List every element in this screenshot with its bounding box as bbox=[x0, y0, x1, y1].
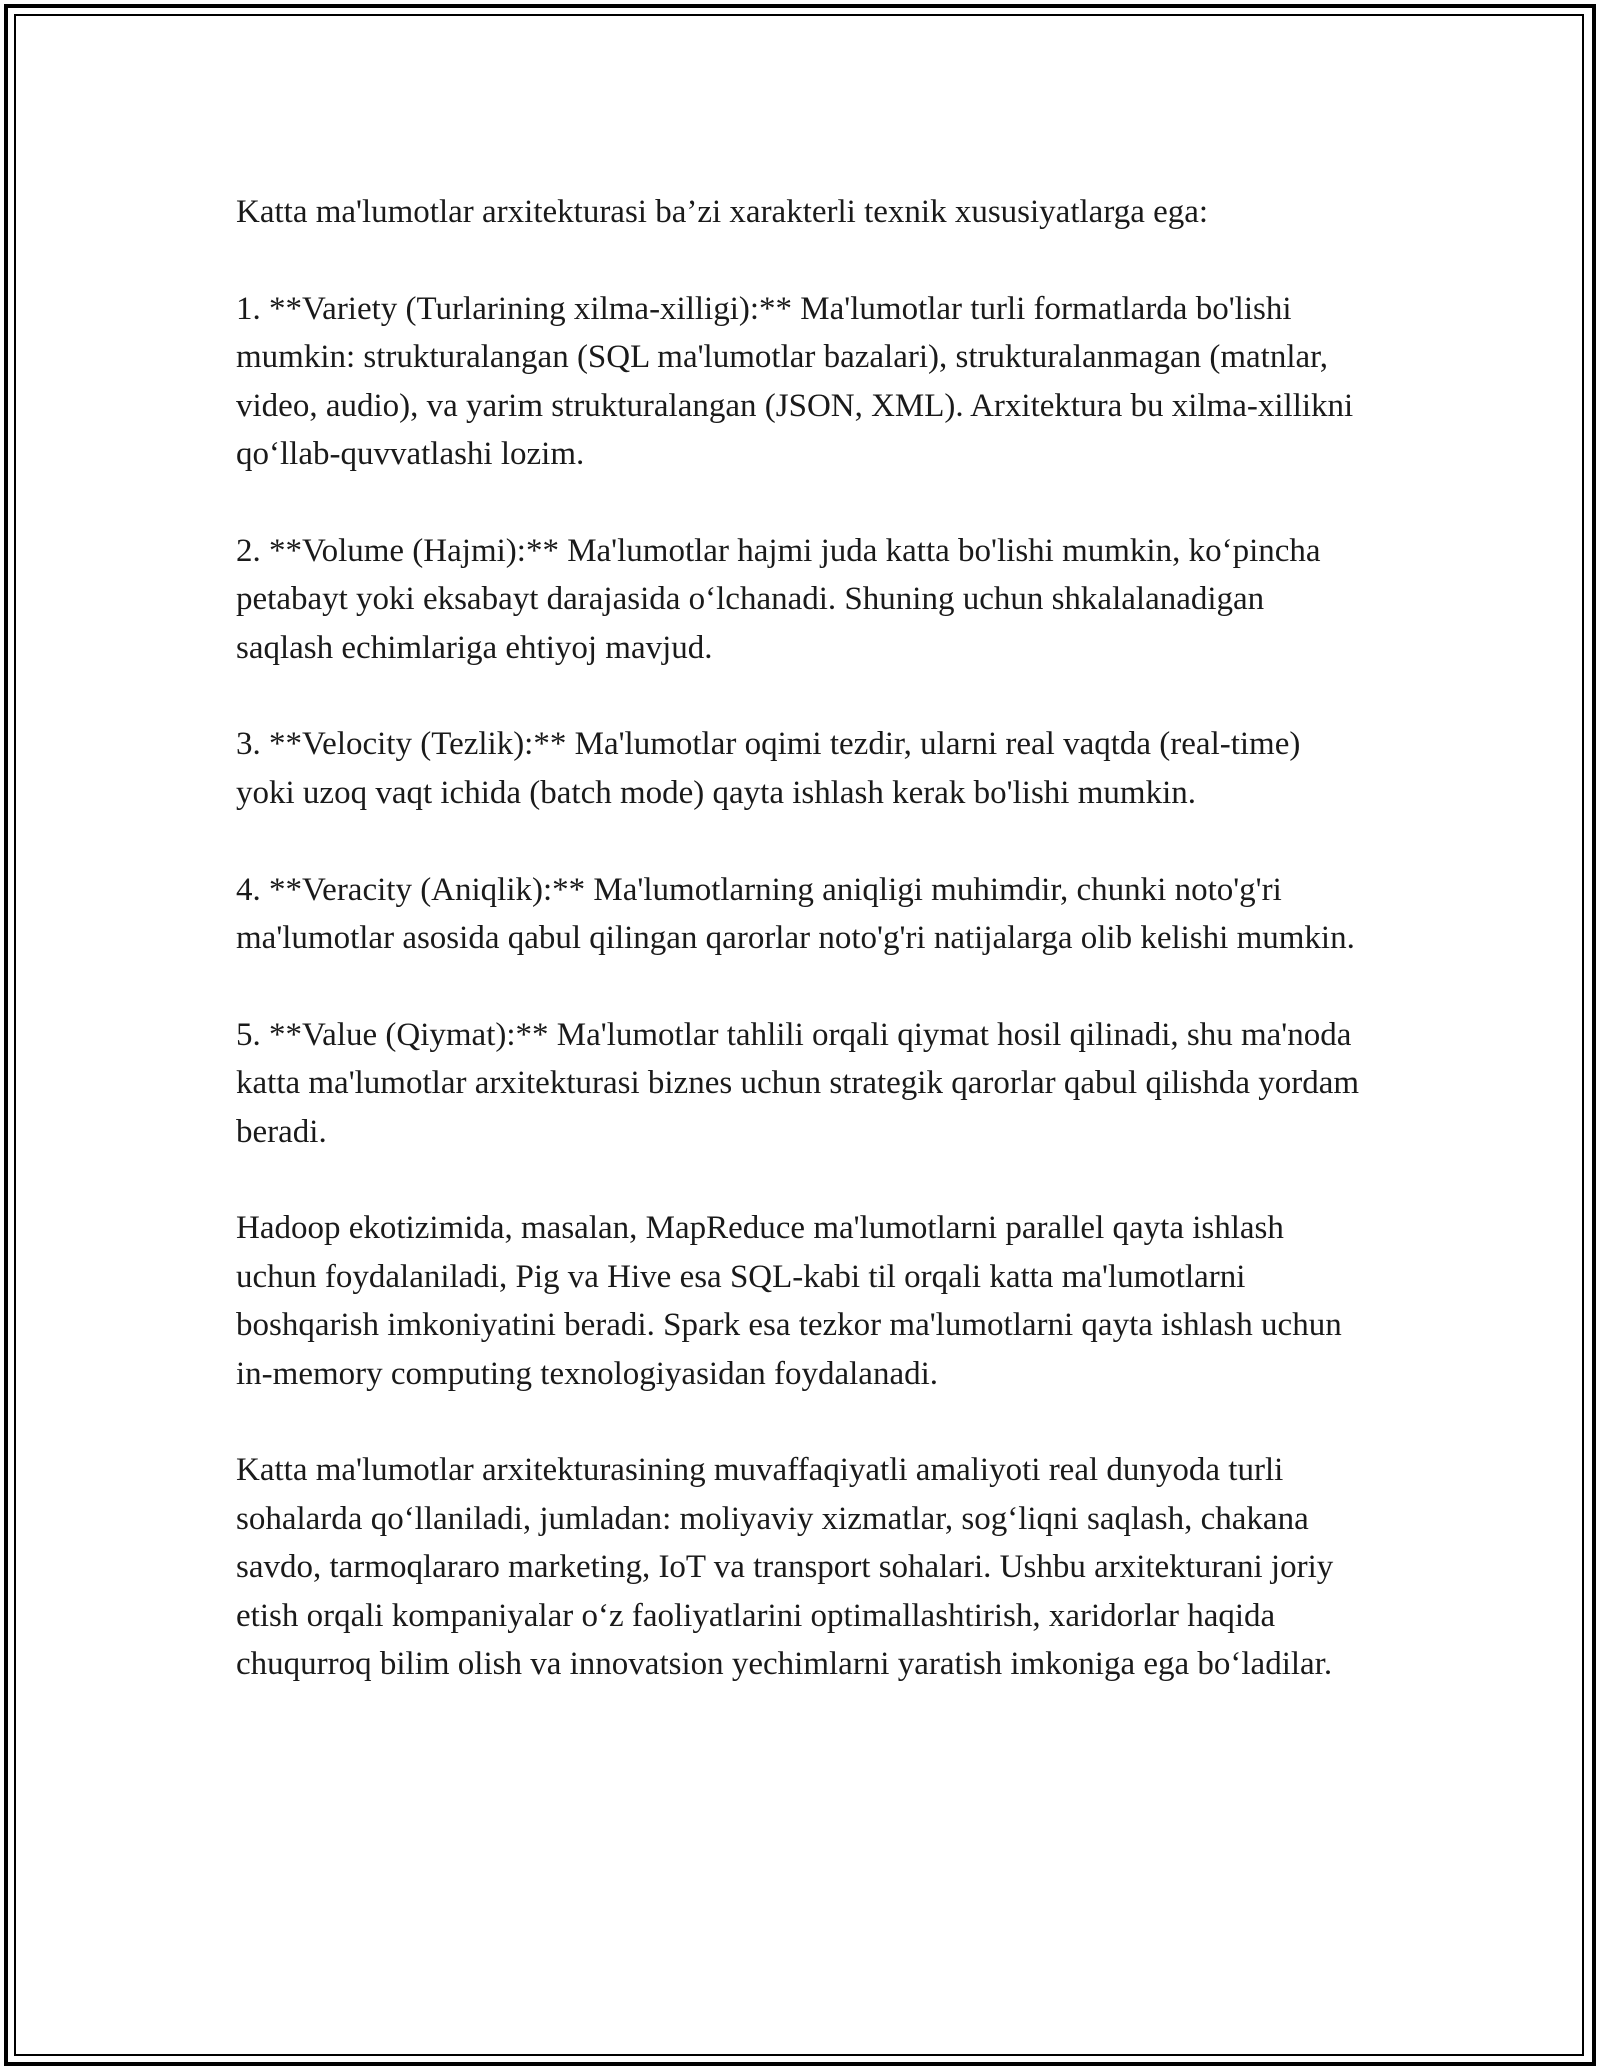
list-item-velocity: 3. **Velocity (Tezlik):** Ma'lumotlar oqimi tezdir, ularni real vaqtda (real-time) yoki uzoq vaqt ichida (batch mode) qayta ishlash kerak bo'lishi mumkin. bbox=[236, 726, 1301, 811]
list-item-volume: 2. **Volume (Hajmi):** Ma'lumotlar hajmi juda katta bo'lishi mumkin, ko‘pincha petabayt yoki eksabayt darajasida o‘lchanadi. Shuning uchun shkalalanadigan saqlash echimlariga ehtiyoj mavjud. bbox=[236, 532, 1321, 666]
document-body bbox=[236, 188, 1366, 1688]
list-item-value: 5. **Value (Qiymat):** Ma'lumotlar tahlili orqali qiymat hosil qilinadi, shu ma'noda katta ma'lumotlar arxitekturasi biznes uchun strategik qarorlar qabul qilishda yordam beradi. bbox=[236, 1016, 1360, 1150]
hadoop-paragraph: Hadoop ekotizimida, masalan, MapReduce ma'lumotlarni parallel qayta ishlash uchun foydalaniladi, Pig va Hive esa SQL-kabi til orqali katta ma'lumotlarni boshqarish imkoniyatini beradi. Spark esa tezkor ma'lumotlarni qayta ishlash uchun in-memory computing texnologiyasidan foydalanadi. bbox=[236, 1210, 1342, 1392]
intro-paragraph: Katta ma'lumotlar arxitekturasi ba’zi xarakterli texnik xususiyatlarga ega: bbox=[236, 194, 1209, 230]
conclusion-paragraph: Katta ma'lumotlar arxitekturasining muvaffaqiyatli amaliyoti real dunyoda turli sohalarda qo‘llaniladi, jumladan: moliyaviy xizmatlar, sog‘liqni saqlash, chakana savdo, tarmoqlararo marketing, IoT va transport sohalari. Ushbu arxitekturani joriy etish orqali kompaniyalar o‘z faoliyatlarini optimallashtirish, xaridorlar haqida chuqurroq bilim olish va innovatsion yechimlarni yaratish imkoniga ega bo‘ladilar. bbox=[236, 1452, 1334, 1683]
list-item-veracity: 4. **Veracity (Aniqlik):** Ma'lumotlarning aniqligi muhimdir, chunki noto'g'ri ma'lumotlar asosida qabul qilingan qarorlar noto'g'ri natijalarga olib kelishi mumkin. bbox=[236, 871, 1355, 957]
list-item-variety: 1. **Variety (Turlarining xilma-xilligi):** Ma'lumotlar turli formatlarda bo'lishi mumkin: strukturalangan (SQL ma'lumotlar bazalari), strukturalanmagan (matnlar, video, audio), va yarim strukturalangan (JSON, XML). Arxitektura bu xilma-xillikni qo‘llab-quvvatlashi lozim. bbox=[236, 290, 1354, 473]
